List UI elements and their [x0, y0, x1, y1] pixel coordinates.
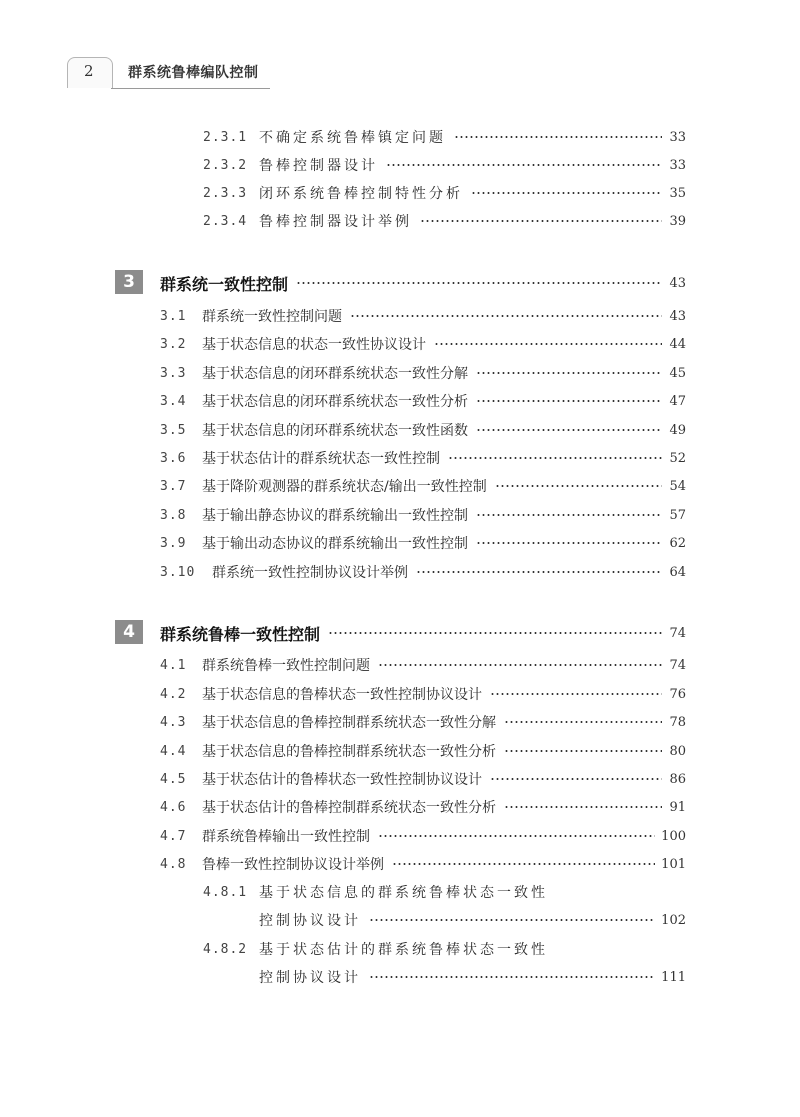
toc-entry-page: 91: [669, 799, 686, 815]
header-rule: [111, 88, 270, 89]
dot-leader: [471, 192, 662, 194]
toc-entry-title: 基于状态信息的鲁棒控制群系统状态一致性分析: [202, 744, 496, 760]
toc-entry-number: 3.4: [160, 393, 187, 409]
toc-entry-page: 44: [669, 336, 686, 352]
toc-entry-page: 47: [669, 393, 686, 409]
toc-entry-number: 4.1: [160, 657, 187, 673]
toc-entry-page: 57: [669, 507, 686, 523]
dot-leader: [476, 514, 662, 516]
toc-entry-4-6[interactable]: [160, 795, 686, 819]
dot-leader: [504, 721, 662, 723]
dot-leader: [378, 664, 662, 666]
toc-entry-title: 基于状态估计的群系统状态一致性控制: [202, 451, 440, 467]
toc-entry-title: 基于状态信息的状态一致性协议设计: [202, 337, 426, 353]
toc-entry-number: 3.1: [160, 308, 187, 324]
toc-entry-title: 群系统一致性控制问题: [202, 309, 342, 325]
toc-entry-4-3[interactable]: [160, 710, 686, 734]
toc-entry-4-8-2[interactable]: [203, 937, 686, 961]
toc-entry-4-1[interactable]: [160, 653, 686, 677]
toc-entry-title: 不确定系统鲁棒镇定问题: [259, 130, 446, 146]
toc-entry-number: 4.7: [160, 828, 187, 844]
toc-entry-4-2[interactable]: [160, 682, 686, 706]
toc-entry-4-8-1[interactable]: [203, 880, 686, 904]
header-book-title: 群系统鲁棒编队控制: [128, 65, 259, 81]
dot-leader: [328, 632, 662, 634]
toc-entry-title: 基于状态信息的闭环群系统状态一致性分解: [202, 366, 468, 382]
dot-leader: [369, 919, 655, 921]
toc-entry-page: 74: [669, 657, 686, 673]
toc-entry-page: 78: [669, 714, 686, 730]
toc-entry-title: 群系统鲁棒一致性控制问题: [202, 658, 370, 674]
toc-entry-3-3[interactable]: [160, 361, 686, 385]
toc-entry-page: 35: [669, 185, 686, 201]
toc-entry-title-line1: 基于状态信息的群系统鲁棒状态一致性: [259, 885, 548, 901]
dot-leader: [490, 693, 662, 695]
toc-chapter-4[interactable]: [160, 621, 686, 645]
toc-entry-3-10[interactable]: [160, 560, 686, 584]
toc-entry-title: 基于状态信息的闭环群系统状态一致性分析: [202, 394, 468, 410]
dot-leader: [386, 164, 662, 166]
toc-entry-number: 2.3.3: [203, 185, 248, 201]
toc-entry-page: 39: [669, 213, 686, 229]
toc-entry-2-3-3[interactable]: [203, 181, 686, 205]
toc-entry-number: 4.4: [160, 743, 187, 759]
toc-entry-title: 基于降阶观测器的群系统状态/输出一致性控制: [202, 479, 487, 495]
toc-entry-2-3-1[interactable]: [203, 125, 686, 149]
dot-leader: [416, 571, 662, 573]
toc-entry-number: 2.3.2: [203, 157, 248, 173]
toc-entry-3-2[interactable]: [160, 332, 686, 356]
dot-leader: [476, 372, 662, 374]
dot-leader: [476, 429, 662, 431]
toc-entry-number: 2.3.4: [203, 213, 248, 229]
toc-entry-3-5[interactable]: [160, 418, 686, 442]
toc-entry-page: 80: [669, 743, 686, 759]
toc-entry-4-7[interactable]: [160, 824, 686, 848]
chapter-3-badge: 3: [115, 270, 143, 294]
toc-entry-2-3-2[interactable]: [203, 153, 686, 177]
toc-entry-number: 3.6: [160, 450, 187, 466]
toc-entry-number: 3.8: [160, 507, 187, 523]
toc-entry-page: 33: [669, 157, 686, 173]
toc-entry-title: 基于状态信息的鲁棒状态一致性控制协议设计: [202, 687, 482, 703]
dot-leader: [490, 778, 662, 780]
toc-entry-4-8[interactable]: [160, 852, 686, 876]
toc-entry-4-8-1-cont[interactable]: [259, 908, 686, 932]
dot-leader: [296, 282, 662, 284]
dot-leader: [434, 343, 662, 345]
dot-leader: [369, 976, 655, 978]
toc-entry-page: 102: [661, 912, 686, 928]
toc-entry-page: 49: [669, 422, 686, 438]
toc-entry-3-6[interactable]: [160, 446, 686, 470]
toc-entry-title-line1: 基于状态估计的群系统鲁棒状态一致性: [259, 942, 548, 958]
dot-leader: [476, 400, 662, 402]
toc-entry-title: 基于状态信息的闭环群系统状态一致性函数: [202, 423, 468, 439]
toc-entry-3-7[interactable]: [160, 474, 686, 498]
dot-leader: [392, 863, 655, 865]
dot-leader: [504, 806, 662, 808]
toc-entry-title-line2: 控制协议设计: [259, 913, 361, 929]
toc-entry-4-4[interactable]: [160, 739, 686, 763]
toc-entry-number: 3.7: [160, 478, 187, 494]
toc-entry-page: 74: [669, 625, 686, 641]
dot-leader: [476, 542, 662, 544]
dot-leader: [420, 220, 662, 222]
toc-entry-title: 基于输出静态协议的群系统输出一致性控制: [202, 508, 468, 524]
dot-leader: [448, 457, 662, 459]
toc-entry-page: 111: [661, 969, 686, 985]
toc-entry-page: 43: [669, 308, 686, 324]
toc-entry-title-line2: 控制协议设计: [259, 970, 361, 986]
toc-entry-number: 2.3.1: [203, 129, 248, 145]
dot-leader: [378, 835, 655, 837]
chapter-title: 群系统一致性控制: [160, 274, 289, 294]
toc-entry-2-3-4[interactable]: [203, 209, 686, 233]
toc-entry-page: 45: [669, 365, 686, 381]
toc-entry-title: 鲁棒一致性控制协议设计举例: [202, 857, 384, 873]
toc-entry-3-1[interactable]: [160, 304, 686, 328]
dot-leader: [350, 315, 662, 317]
toc-entry-4-8-2-cont[interactable]: [259, 965, 686, 989]
dot-leader: [495, 485, 662, 487]
toc-entry-number: 4.8: [160, 856, 187, 872]
toc-entry-number: 4.8.1: [203, 884, 248, 900]
toc-entry-number: 3.2: [160, 336, 187, 352]
toc-entry-number: 4.3: [160, 714, 187, 730]
toc-chapter-3[interactable]: [160, 271, 686, 295]
toc-entry-title: 闭环系统鲁棒控制特性分析: [259, 186, 463, 202]
toc-entry-page: 52: [669, 450, 686, 466]
toc-entry-number: 3.10: [160, 564, 196, 580]
toc-entry-title: 群系统鲁棒输出一致性控制: [202, 829, 370, 845]
chapter-title: 群系统鲁棒一致性控制: [160, 624, 321, 644]
toc-entry-title: 鲁棒控制器设计: [259, 158, 378, 174]
toc-entry-title: 基于状态估计的鲁棒控制群系统状态一致性分析: [202, 800, 496, 816]
toc-entry-page: 86: [669, 771, 686, 787]
toc-entry-page: 101: [661, 856, 686, 872]
chapter-4-badge: 4: [115, 620, 143, 644]
dot-leader: [504, 750, 662, 752]
toc-entry-page: 64: [669, 564, 686, 580]
dot-leader: [454, 136, 662, 138]
toc-entry-number: 3.9: [160, 535, 187, 551]
toc-entry-4-5[interactable]: [160, 767, 686, 791]
toc-entry-title: 基于状态信息的鲁棒控制群系统状态一致性分解: [202, 715, 496, 731]
toc-entry-3-8[interactable]: [160, 503, 686, 527]
toc-entry-3-9[interactable]: [160, 531, 686, 555]
toc-entry-page: 100: [661, 828, 686, 844]
toc-entry-page: 43: [669, 275, 686, 291]
toc-entry-title: 鲁棒控制器设计举例: [259, 214, 412, 230]
toc-entry-3-4[interactable]: [160, 389, 686, 413]
toc-entry-page: 62: [669, 535, 686, 551]
toc-entry-title: 基于输出动态协议的群系统输出一致性控制: [202, 536, 468, 552]
toc-entry-number: 4.5: [160, 771, 187, 787]
toc-entry-number: 4.2: [160, 686, 187, 702]
toc-entry-page: 54: [669, 478, 686, 494]
toc-entry-title: 基于状态估计的鲁棒状态一致性控制协议设计: [202, 772, 482, 788]
toc-entry-number: 3.5: [160, 422, 187, 438]
header-page-number: 2: [84, 62, 94, 80]
toc-entry-title: 群系统一致性控制协议设计举例: [212, 565, 408, 581]
toc-entry-page: 33: [669, 129, 686, 145]
toc-entry-number: 3.3: [160, 365, 187, 381]
toc-entry-page: 76: [669, 686, 686, 702]
toc-entry-number: 4.8.2: [203, 941, 248, 957]
toc-entry-number: 4.6: [160, 799, 187, 815]
